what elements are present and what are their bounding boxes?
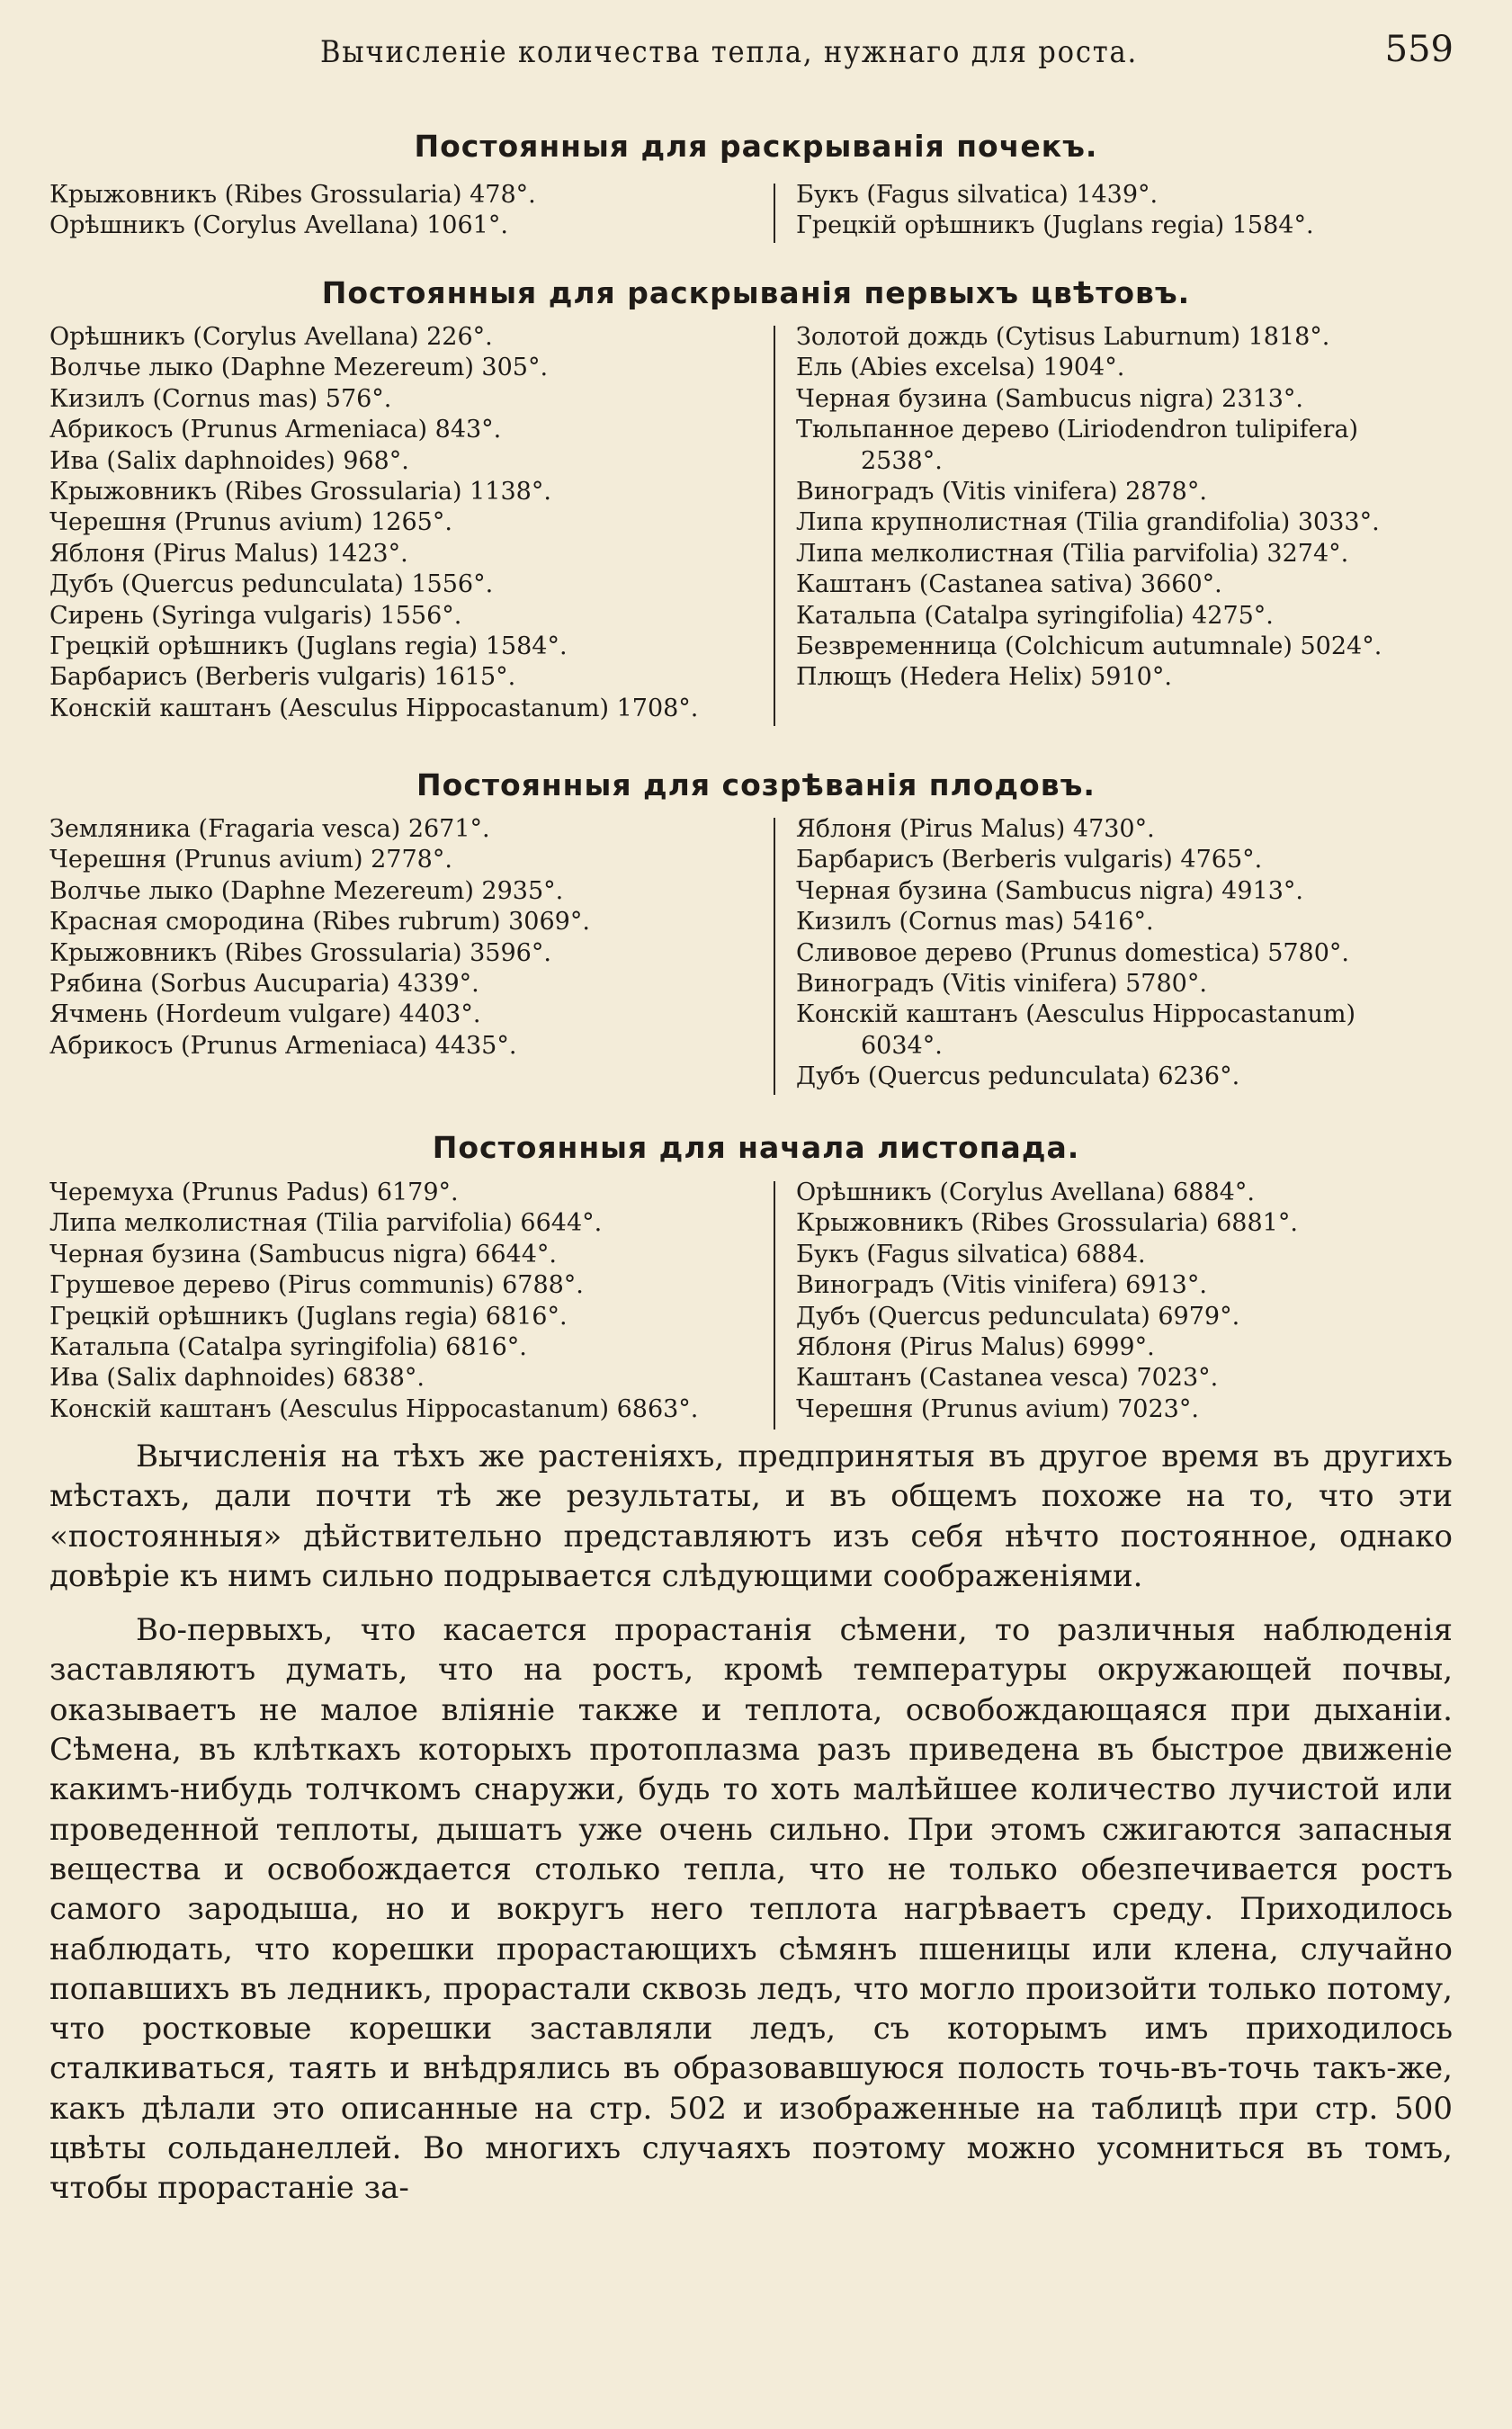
- list-item: Красная смородина (Ribes rubrum) 3069°.: [49, 908, 590, 937]
- list-item: Волчье лыко (Daphne Mezereum) 305°.: [49, 354, 549, 382]
- list-item: Ель (Abies excelsa) 1904°.: [796, 354, 1125, 382]
- paragraph: Во-первыхъ, что касается прорастанія сѣмени, то различныя наблюденія заставляютъ думать, что на ростъ, кромѣ температуры окружающей почвы, оказываетъ не малое вліяніе также и теплота, освобождающаяся при дыханіи. Сѣмена, въ клѣткахъ которыхъ протоплазма разъ приведена въ быстрое движеніе какимъ-нибудь толчкомъ снаружи, будь то хоть малѣйшее количество лучистой или проведенной теплоты, дышатъ уже очень сильно. При этомъ сжигаются запасныя вещества и освобождается столько тепла, что не только обезпечивается ростъ самого зародыша, но и вокругъ него теплота нагрѣваетъ среду. Приходилось наблюдать, что корешки прорастающихъ сѣмянъ пшеницы или клена, случайно попавшихъ въ ледникъ, прорастали сквозь ледъ, что могло произойти только потому, что ростковые корешки заставляли ледъ, съ которымъ имъ приходилось сталкиваться, таять и внѣдрялись въ образовавшуюся полость точь-въ-точь такъ-же, какъ дѣлали это описанные на стр. 502 и изображенные на таблицѣ при стр. 500 цвѣты сольданеллей. Во многихъ случаяхъ поэтому можно усомниться въ томъ, чтобы прорастаніе за-: [49, 1612, 1453, 2207]
- left-column: [49, 322, 760, 724]
- list-item: Грецкій орѣшникъ (Juglans regia) 1584°.: [796, 211, 1314, 240]
- section-title-first-flowers: Постоянныя для раскрыванія первыхъ цвѣтовъ.: [321, 275, 1191, 310]
- column-divider: [774, 1181, 775, 1430]
- list-item: Черная бузина (Sambucus nigra) 2313°.: [796, 384, 1303, 413]
- list-item: Виноградъ (Vitis vinifera) 5780°.: [796, 970, 1207, 999]
- list-item: Ива (Salix daphnoides) 968°.: [49, 446, 409, 475]
- list-item: Барбарисъ (Berberis vulgaris) 1615°.: [49, 663, 516, 692]
- list-item: Безвременница (Colchicum autumnale) 5024°.: [796, 632, 1382, 661]
- list-item: Букъ (Fagus silvatica) 6884.: [796, 1240, 1146, 1268]
- list-item: Рябина (Sorbus Aucuparia) 4339°.: [49, 970, 479, 999]
- list-item: Абрикосъ (Prunus Armeniaca) 4435°.: [49, 1031, 517, 1060]
- list-item: Дубъ (Quercus pedunculata) 6236°.: [796, 1062, 1240, 1091]
- list-item: Конскій каштанъ (Aesculus Hippocastanum) 6863°.: [49, 1394, 699, 1423]
- list-item: Крыжовникъ (Ribes Grossularia) 3596°.: [49, 938, 551, 967]
- list-item: Орѣшникъ (Corylus Avellana) 6884°.: [796, 1179, 1255, 1206]
- list-item: Черешня (Prunus avium) 2778°.: [49, 846, 452, 874]
- right-column: [796, 1178, 1466, 1425]
- list-item: Крыжовникъ (Ribes Grossularia) 1138°.: [49, 478, 551, 506]
- list-item: Абрикосъ (Prunus Armeniaca) 843°.: [49, 416, 502, 444]
- list-item: Грушевое дерево (Pirus communis) 6788°.: [49, 1271, 584, 1300]
- section-leaf-fall-columns: [49, 1178, 1462, 1430]
- section-title-fruit-ripening: Постоянныя для созрѣванія плодовъ.: [416, 767, 1096, 802]
- list-item: Дубъ (Quercus pedunculata) 6979°.: [796, 1302, 1240, 1331]
- list-item: Яблоня (Pirus Malus) 1423°.: [49, 539, 408, 568]
- list-item: Тюльпанное дерево (Liriodendron tulipifera): [796, 416, 1359, 444]
- list-item: Липа крупнолистная (Tilia grandifolia) 3033°.: [796, 508, 1380, 537]
- right-column: [796, 814, 1466, 1093]
- list-item: Черная бузина (Sambucus nigra) 6644°.: [49, 1240, 557, 1268]
- list-item: Виноградъ (Vitis vinifera) 2878°.: [796, 478, 1207, 506]
- list-item: Грецкій орѣшникъ (Juglans regia) 6816°.: [49, 1302, 568, 1331]
- body-text: [49, 1437, 1453, 2209]
- column-divider: [774, 184, 775, 243]
- section-fruit-ripening-columns: [49, 814, 1462, 1098]
- list-item: Орѣшникъ (Corylus Avellana) 1061°.: [49, 211, 508, 240]
- list-item: Черешня (Prunus avium) 7023°.: [796, 1394, 1199, 1423]
- list-item: Земляника (Fragaria vesca) 2671°.: [49, 815, 490, 843]
- list-item: Катальпа (Catalpa syringifolia) 4275°.: [796, 601, 1274, 630]
- list-item: Барбарисъ (Berberis vulgaris) 4765°.: [796, 846, 1263, 874]
- list-item: Конскій каштанъ (Aesculus Hippocastanum): [796, 1000, 1356, 1029]
- list-item: Золотой дождь (Cytisus Laburnum) 1818°.: [796, 323, 1330, 351]
- list-item: Липа мелколистная (Tilia parvifolia) 6644°.: [49, 1209, 603, 1238]
- running-head: [50, 27, 1454, 81]
- list-item: Черемуха (Prunus Padus) 6179°.: [49, 1179, 459, 1206]
- left-column: [49, 1178, 760, 1425]
- left-column: [49, 814, 760, 1062]
- paragraph: Вычисленія на тѣхъ же растеніяхъ, предпринятыя въ другое время въ другихъ мѣстахъ, дали почти тѣ же результаты, и въ общемъ похоже на то, что эти «постоянныя» дѣйствительно представляютъ изъ себя нѣчто постоянное, однако довѣріе къ нимъ сильно подрывается слѣдующими соображеніями.: [49, 1439, 1453, 1594]
- list-item: Конскій каштанъ (Aesculus Hippocastanum) 1708°.: [49, 694, 699, 722]
- list-item: Плющъ (Hedera Helix) 5910°.: [796, 663, 1172, 692]
- list-item: Сирень (Syringa vulgaris) 1556°.: [49, 601, 462, 630]
- list-item: Черешня (Prunus avium) 1265°.: [49, 508, 452, 537]
- page-number: 559: [1384, 29, 1454, 70]
- list-item: Волчье лыко (Daphne Mezereum) 2935°.: [49, 876, 564, 905]
- list-item: Яблоня (Pirus Malus) 6999°.: [796, 1333, 1155, 1362]
- list-item: Липа мелколистная (Tilia parvifolia) 3274°.: [796, 539, 1349, 568]
- list-item: Черная бузина (Sambucus nigra) 4913°.: [796, 876, 1303, 905]
- column-divider: [774, 326, 775, 726]
- section-bud-opening-columns: [49, 180, 1462, 245]
- right-column: [796, 180, 1466, 242]
- list-item: Каштанъ (Castanea sativa) 3660°.: [796, 570, 1222, 599]
- column-divider: [774, 818, 775, 1095]
- list-item: Орѣшникъ (Corylus Avellana) 226°.: [49, 323, 493, 351]
- list-item: Крыжовникъ (Ribes Grossularia) 478°.: [49, 181, 536, 209]
- list-item: Крыжовникъ (Ribes Grossularia) 6881°.: [796, 1209, 1298, 1238]
- list-item: Каштанъ (Castanea vesca) 7023°.: [796, 1364, 1219, 1393]
- right-column: [796, 322, 1466, 694]
- list-item: Катальпа (Catalpa syringifolia) 6816°.: [49, 1333, 527, 1362]
- running-title: Вычисленіе количества тепла, нужнаго для роста.: [320, 34, 1139, 70]
- list-item: Ячмень (Hordeum vulgare) 4403°.: [49, 1000, 481, 1029]
- list-item: Дубъ (Quercus pedunculata) 1556°.: [49, 570, 494, 599]
- list-item: Виноградъ (Vitis vinifera) 6913°.: [796, 1271, 1207, 1300]
- list-item-continuation: 2538°.: [861, 446, 943, 475]
- list-item: Сливовое дерево (Prunus domestica) 5780°.: [796, 938, 1349, 967]
- list-item: Яблоня (Pirus Malus) 4730°.: [796, 815, 1155, 843]
- section-title-leaf-fall: Постоянныя для начала листопада.: [432, 1130, 1080, 1165]
- left-column: [49, 180, 760, 242]
- list-item-continuation: 6034°.: [861, 1031, 943, 1060]
- list-item: Кизилъ (Cornus mas) 576°.: [49, 384, 392, 413]
- list-item: Грецкій орѣшникъ (Juglans regia) 1584°.: [49, 632, 568, 661]
- list-item: Ива (Salix daphnoides) 6838°.: [49, 1364, 425, 1393]
- section-title-bud-opening: Постоянныя для раскрыванія почекъ.: [414, 129, 1098, 164]
- section-first-flowers-columns: [49, 322, 1462, 729]
- list-item: Кизилъ (Cornus mas) 5416°.: [796, 908, 1154, 937]
- list-item: Букъ (Fagus silvatica) 1439°.: [796, 181, 1159, 209]
